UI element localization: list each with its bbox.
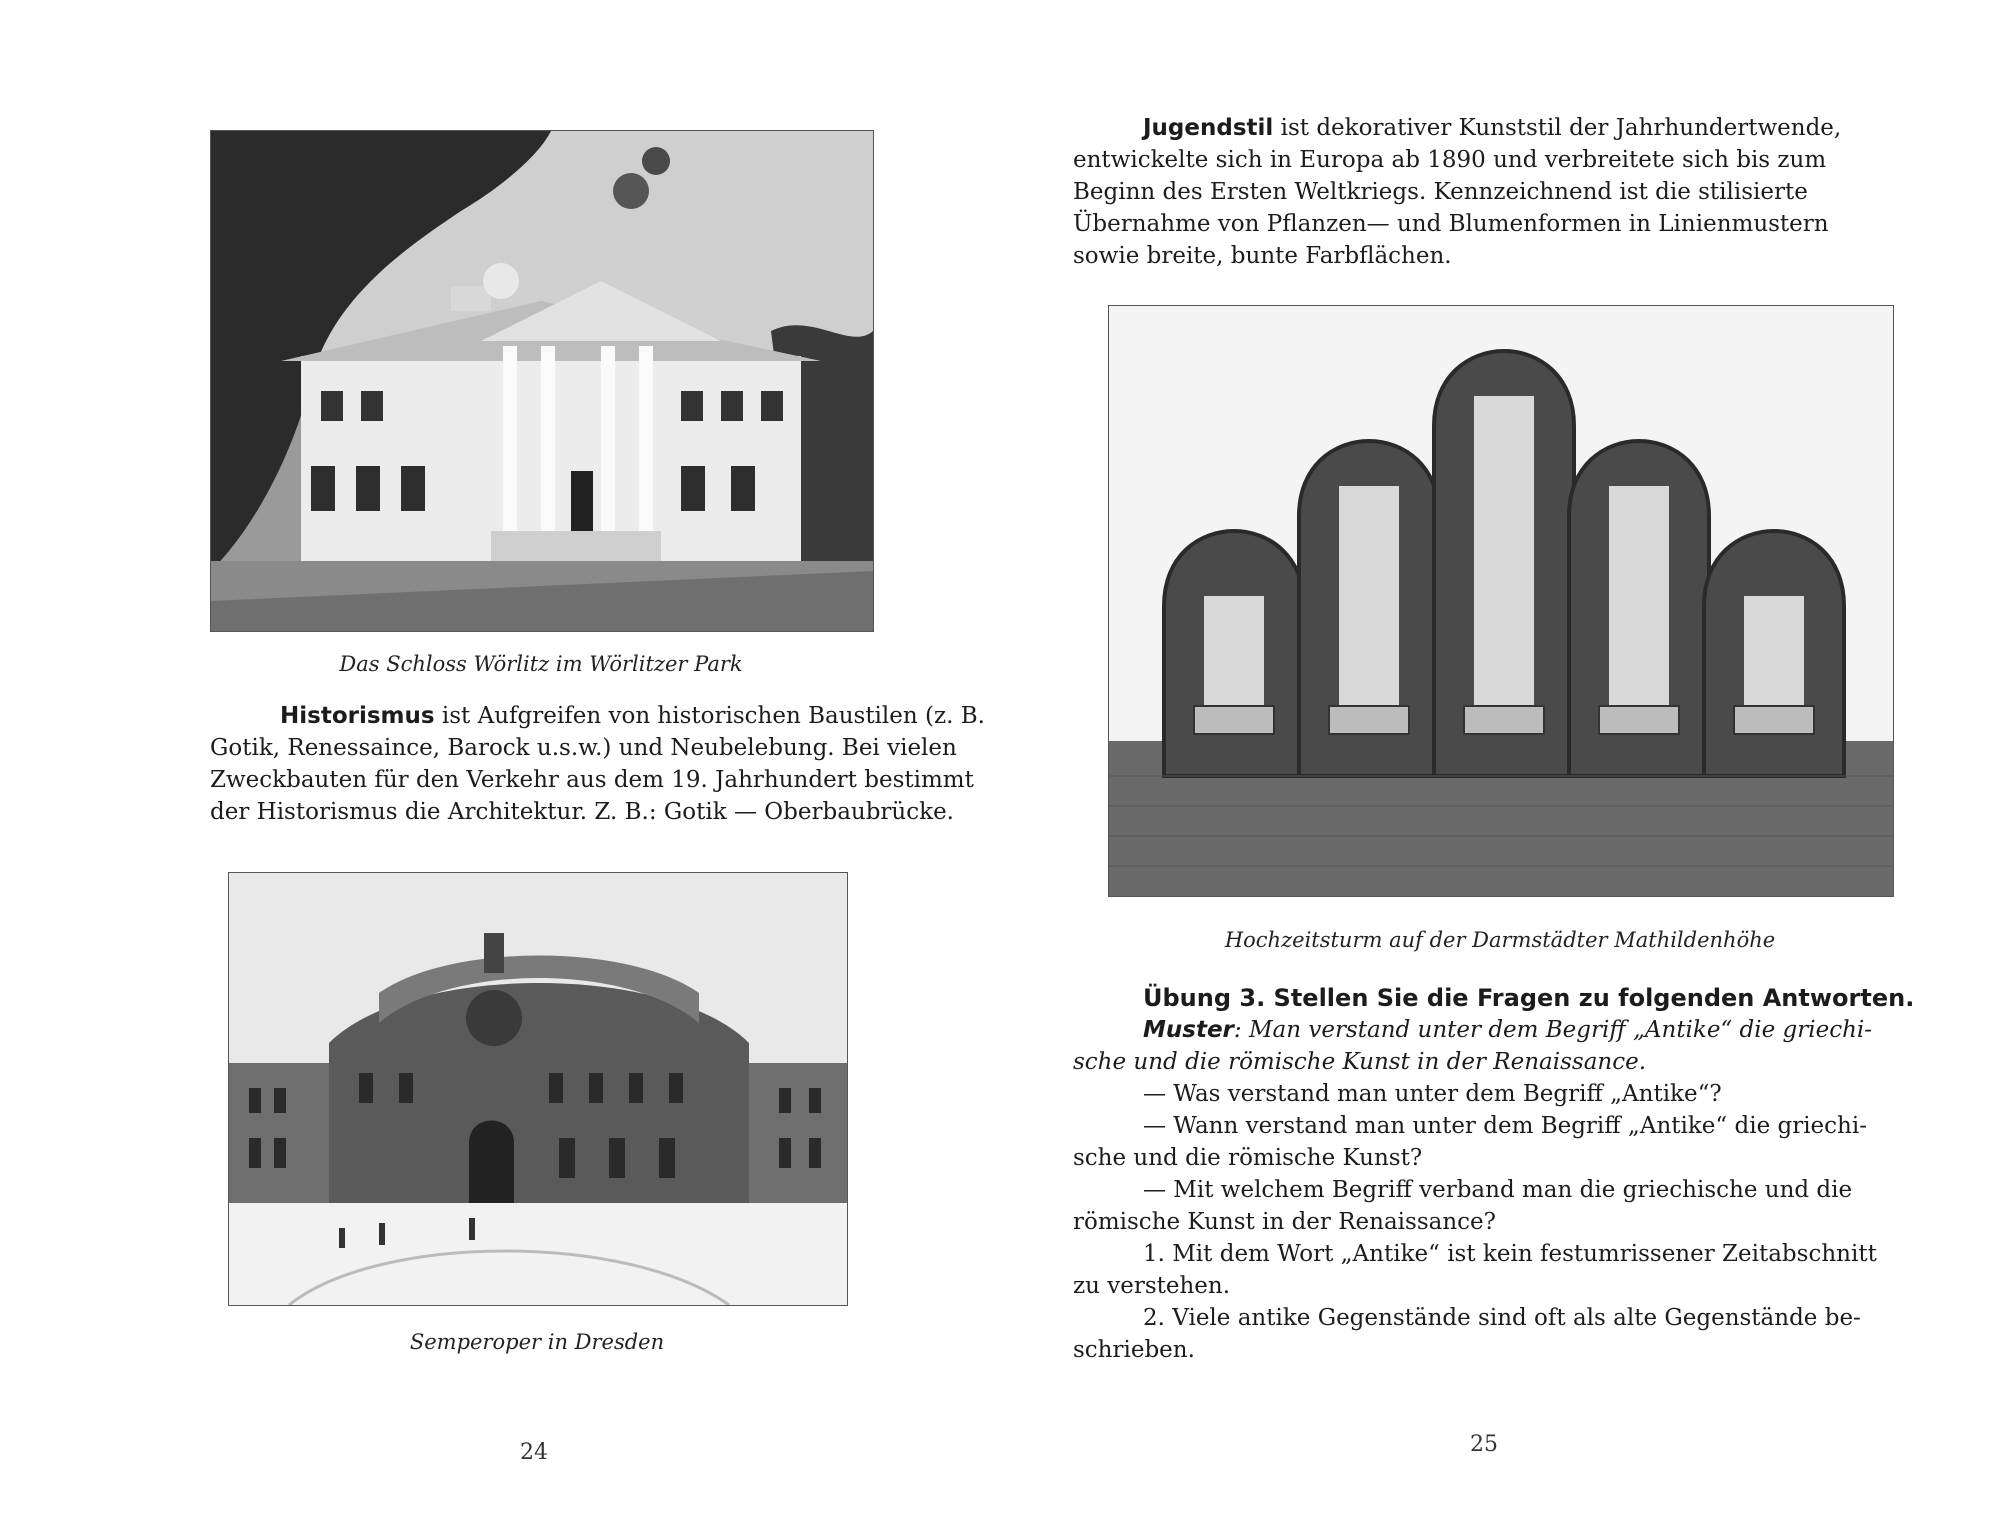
jugendstil-paragraph: [1073, 112, 1911, 272]
exercise-heading: Übung 3. Stellen Sie die Fragen zu folgenden Antworten.: [1143, 984, 1915, 1012]
question-2-line-2: sche und die römische Kunst?: [1073, 1145, 1423, 1171]
historismus-line-2: Gotik, Renessaince, Barock u.s.w.) und Neubelebung. Bei vielen: [210, 735, 957, 761]
caption-semperoper: Semperoper in Dresden: [409, 1330, 665, 1354]
historismus-paragraph: [210, 700, 985, 828]
semperoper-photo: [228, 872, 848, 1306]
jugendstil-line-5: sowie breite, bunte Farbflächen.: [1073, 243, 1452, 269]
jugendstil-term: Jugendstil: [1143, 115, 1274, 141]
item-1-line-1: 1. Mit dem Wort „Antike“ ist kein festumrissener Zeitabschnitt: [1143, 1241, 1877, 1267]
historismus-term: Historismus: [280, 703, 435, 729]
item-2-line-1: 2. Viele antike Gegenstände sind oft als alte Gegenstände be-: [1143, 1305, 1861, 1331]
question-2-line-1: — Wann verstand man unter dem Begriff „Antike“ die griechi-: [1143, 1113, 1867, 1139]
jugendstil-line-1: Jugendstil ist dekorativer Kunststil der Jahrhundertwende,: [1143, 115, 1842, 141]
historismus-line-1: Historismus ist Aufgreifen von historischen Baustilen (z. B.: [280, 703, 985, 729]
muster-label: Muster: [1143, 1017, 1234, 1043]
page-number-left: 24: [520, 1440, 548, 1465]
jugendstil-line-3: Beginn des Ersten Weltkriegs. Kennzeichnend ist die stilisierte: [1073, 179, 1808, 205]
right-page: [1000, 0, 2000, 1534]
hochzeitsturm-photo: [1108, 305, 1894, 897]
historismus-line-3: Zweckbauten für den Verkehr aus dem 19. Jahrhundert bestimmt: [210, 767, 974, 793]
question-3-line-2: römische Kunst in der Renaissance?: [1073, 1209, 1496, 1235]
muster-line-2: sche und die römische Kunst in der Renaissance.: [1073, 1049, 1647, 1075]
question-3-line-1: — Mit welchem Begriff verband man die griechische und die: [1143, 1177, 1853, 1203]
exercise-block: [1073, 982, 1915, 1366]
historismus-line-4: der Historismus die Architektur. Z. B.: Gotik — Oberbaubrücke.: [210, 799, 954, 825]
item-2-line-2: schrieben.: [1073, 1337, 1195, 1363]
jugendstil-line-4: Übernahme von Pflanzen— und Blumenformen in Linienmustern: [1073, 211, 1829, 237]
jugendstil-line-2: entwickelte sich in Europa ab 1890 und verbreitete sich bis zum: [1073, 147, 1827, 173]
page-number-right: 25: [1470, 1432, 1498, 1457]
caption-hochzeitsturm: Hochzeitsturm auf der Darmstädter Mathildenhöhe: [1224, 928, 1776, 952]
question-1: — Was verstand man unter dem Begriff „Antike“?: [1143, 1081, 1722, 1107]
item-1-line-2: zu verstehen.: [1073, 1273, 1231, 1299]
caption-schloss-woerlitz: Das Schloss Wörlitz im Wörlitzer Park: [339, 652, 743, 676]
muster-line-1: Muster: Man verstand unter dem Begriff „Antike“ die griechi-: [1143, 1017, 1873, 1043]
schloss-woerlitz-photo: [210, 130, 874, 632]
